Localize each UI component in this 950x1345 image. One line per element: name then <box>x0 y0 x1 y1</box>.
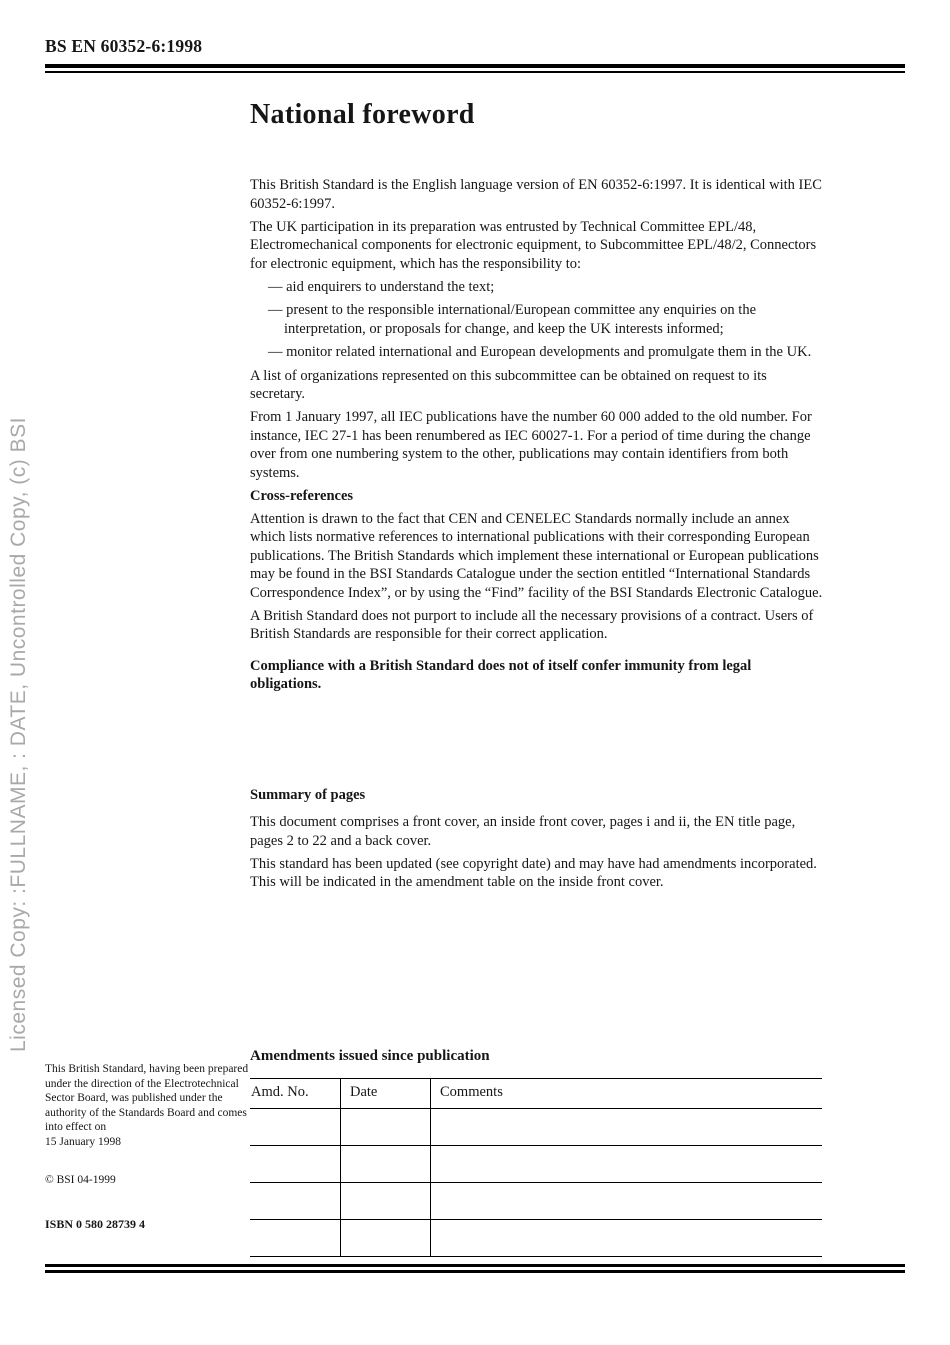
list-item: — aid enquirers to understand the text; <box>268 278 495 295</box>
isbn: ISBN 0 580 28739 4 <box>45 1216 146 1231</box>
amendments-empty-cell <box>340 1109 430 1145</box>
effective-date: 15 January 1998 <box>45 1135 122 1148</box>
amendments-header-row <box>250 1079 822 1109</box>
amendments-empty-cell <box>430 1109 822 1145</box>
amendments-empty-row <box>250 1183 822 1220</box>
paragraph: From 1 January 1997, all IEC publications have the number 60 000 added to the old number. For instance, IEC 27-1 has been renumbered as IEC 60027-1. For a period of time during the change over from one numbering system to the other, publications may contain identifiers from both systems. <box>250 409 812 481</box>
publication-info <box>45 1062 251 1231</box>
amendments-empty-cell <box>430 1220 822 1256</box>
amendments-empty-cell <box>430 1146 822 1182</box>
list-item: — present to the responsible international/European committee any enquiries on the interpretation, or proposals for change, and keep the UK interests informed; <box>268 302 757 337</box>
amendments-empty-cell <box>250 1183 340 1219</box>
paragraph: This document comprises a front cover, an inside front cover, pages i and ii, the EN title page, pages 2 to 22 and a back cover. <box>250 814 796 849</box>
list-item: — monitor related international and European developments and promulgate them in the UK. <box>268 344 812 360</box>
main-content <box>250 98 825 896</box>
responsibility-list <box>250 278 825 362</box>
amendments-empty-cell <box>340 1220 430 1256</box>
bottom-double-rule <box>45 1264 905 1273</box>
column-header-amd-no: Amd. No. <box>251 1084 309 1100</box>
amendments-empty-cell <box>430 1183 822 1219</box>
amendments-table <box>250 1078 822 1257</box>
cross-references-heading: Cross-references <box>250 488 354 504</box>
column-header-comments: Comments <box>430 1079 822 1108</box>
amendments-empty-row <box>250 1146 822 1183</box>
amendments-section <box>250 1048 822 1257</box>
standard-number-header: BS EN 60352-6:1998 <box>45 36 203 56</box>
column-header-date: Date <box>340 1079 430 1108</box>
amendments-heading: Amendments issued since publication <box>250 1048 490 1064</box>
license-watermark: Licensed Copy: :FULLNAME, : DATE, Uncontrolled Copy, (c) BSI <box>7 417 30 1052</box>
paragraph: This standard has been updated (see copyright date) and may have had amendments incorporated. This will be indicated in the amendment table on the inside front cover. <box>250 855 817 890</box>
paragraph: This British Standard is the English language version of EN 60352-6:1997. It is identical with IEC 60352-6:1997. <box>250 177 822 212</box>
amendments-empty-row <box>250 1109 822 1146</box>
amendments-empty-cell <box>250 1146 340 1182</box>
paragraph: Attention is drawn to the fact that CEN and CENELEC Standards normally include an annex which lists normative references to international publications with their corresponding European publications. The British Standards which implement these international or European publications may be found in the BSI Standards Catalogue under the section entitled “International Standards Correspondence Index”, or by using the “Find” facility of the BSI Standards Electronic Catalogue. <box>250 510 823 601</box>
summary-of-pages-heading: Summary of pages <box>250 786 366 803</box>
copyright-notice: © BSI 04-1999 <box>45 1174 116 1186</box>
paragraph: The UK participation in its preparation was entrusted by Technical Committee EPL/48, Electromechanical components for electronic equipment, to Subcommittee EPL/48/2, Connectors for electronic equipment, which has the responsibility to: <box>250 218 817 272</box>
amendments-empty-cell <box>250 1220 340 1256</box>
amendments-empty-cell <box>340 1183 430 1219</box>
amendments-empty-cell <box>340 1146 430 1182</box>
publication-note: This British Standard, having been prepared under the direction of the Electrotechnical Sector Board, was published under the authority of the Standards Board and comes into effect on <box>45 1063 249 1133</box>
amendments-table-rows <box>250 1109 822 1257</box>
top-double-rule <box>45 64 905 73</box>
amendments-empty-row <box>250 1220 822 1257</box>
page-title: National foreword <box>250 99 475 130</box>
compliance-note: Compliance with a British Standard does not of itself confer immunity from legal obligations. <box>250 657 752 692</box>
amendments-empty-cell <box>250 1109 340 1145</box>
paragraph: A list of organizations represented on this subcommittee can be obtained on request to its secretary. <box>250 367 767 402</box>
paragraph: A British Standard does not purport to include all the necessary provisions of a contract. Users of British Standards are responsible for their correct application. <box>250 607 814 642</box>
